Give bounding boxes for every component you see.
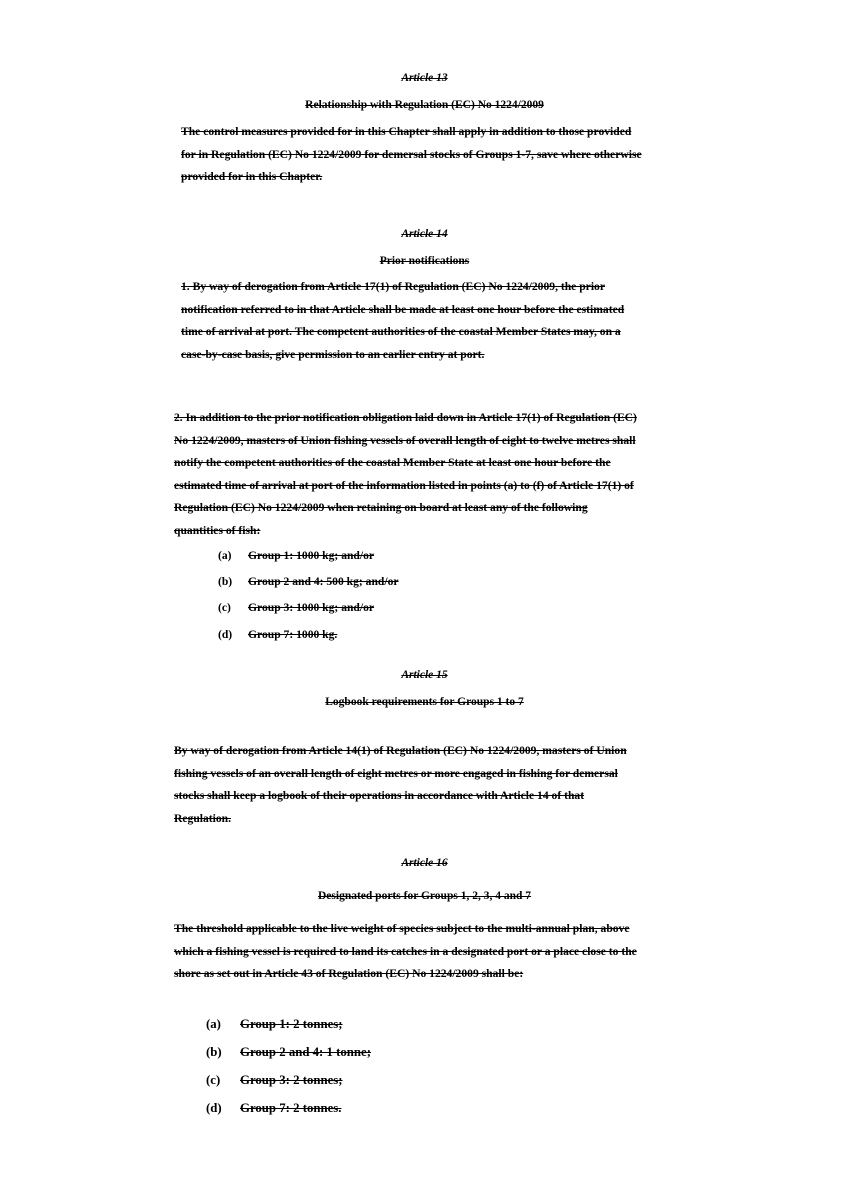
- paragraph-line: Regulation.: [174, 811, 232, 825]
- list-item-label: (c): [218, 601, 231, 614]
- article-14-title: Article 14: [401, 228, 448, 240]
- paragraph-line: 1. By way of derogation from Article 17(1) of Regulation (EC) No 1224/2009, the prior: [181, 280, 605, 293]
- paragraph-line: fishing vessels of an overall length of eight metres or more engaged in fishing for demersal: [174, 766, 618, 780]
- paragraph-line: provided for in this Chapter.: [181, 170, 323, 183]
- paragraph-line: shore as set out in Article 43 of Regulation (EC) No 1224/2009 shall be:: [174, 967, 524, 980]
- paragraph-line: time of arrival at port. The competent authorities of the coastal Member States may, on a: [181, 325, 621, 338]
- article-15-title: Article 15: [401, 669, 448, 681]
- paragraph-line: quantities of fish:: [174, 523, 261, 537]
- paragraph-line: Regulation (EC) No 1224/2009 when retaining on board at least any of the following: [174, 501, 588, 514]
- list-item: [206, 1017, 343, 1032]
- article-16-title: Article 16: [401, 857, 448, 869]
- paragraph-line: case-by-case basis, give permission to an earlier entry at port.: [181, 347, 485, 361]
- article-16-paragraph: [174, 918, 637, 986]
- list-item-text: Group 2 and 4: 1 tonne;: [240, 1045, 371, 1059]
- list-item-text: Group 3: 1000 kg; and/or: [248, 601, 375, 614]
- list-item: [218, 575, 399, 588]
- paragraph-line: 2. In addition to the prior notification obligation laid down in Article 17(1) of Regulation (EC): [174, 411, 637, 424]
- paragraph-line: estimated time of arrival at port of the information listed in points (a) to (f) of Article 17(1) of: [174, 478, 634, 492]
- list-item-text: Group 7: 1000 kg.: [248, 628, 338, 641]
- list-item-label: (a): [218, 549, 232, 562]
- article-14-heading: Prior notifications: [379, 255, 470, 267]
- article-13-paragraph: [181, 121, 642, 189]
- list-item-text: Group 7: 2 tonnes.: [240, 1101, 342, 1115]
- list-item-text: Group 3: 2 tonnes;: [240, 1073, 343, 1087]
- list-item: [206, 1045, 371, 1060]
- article-15-heading: Logbook requirements for Groups 1 to 7: [325, 696, 524, 708]
- list-item-label: (c): [206, 1073, 221, 1087]
- list-item: [218, 601, 374, 614]
- list-item-text: Group 1: 1000 kg; and/or: [248, 549, 375, 562]
- list-item-text: Group 2 and 4: 500 kg; and/or: [248, 575, 399, 588]
- paragraph-line: The threshold applicable to the live weight of species subject to the multi-annual plan, above: [174, 922, 630, 935]
- list-item: [206, 1101, 341, 1116]
- list-item-label: (b): [206, 1045, 222, 1059]
- paragraph-line: notify the competent authorities of the coastal Member State at least one hour before the: [174, 456, 611, 469]
- paragraph-line: By way of derogation from Article 14(1) of Regulation (EC) No 1224/2009, masters of Union: [174, 744, 627, 757]
- list-item-label: (d): [206, 1101, 222, 1115]
- paragraph-line: No 1224/2009, masters of Union fishing vessels of overall length of eight to twelve metres shall: [174, 433, 636, 447]
- article-14-paragraph-2: [174, 407, 637, 542]
- article-16-heading: Designated ports for Groups 1, 2, 3, 4 and 7: [318, 890, 531, 902]
- paragraph-line: which a fishing vessel is required to land its catches in a designated port or a place close to the: [174, 944, 637, 958]
- list-item: [218, 549, 374, 562]
- article-15-paragraph: [174, 740, 627, 830]
- list-item-text: Group 1: 2 tonnes;: [240, 1017, 343, 1031]
- article-13-title: Article 13: [401, 72, 448, 84]
- list-item: [218, 628, 337, 641]
- list-item-label: (b): [218, 575, 233, 588]
- paragraph-line: stocks shall keep a logbook of their operations in accordance with Article 14 of that: [174, 789, 585, 802]
- paragraph-line: for in Regulation (EC) No 1224/2009 for demersal stocks of Groups 1-7, save where otherwise: [181, 147, 642, 161]
- paragraph-line: notification referred to in that Article shall be made at least one hour before the estimated: [181, 302, 625, 316]
- list-item-label: (a): [206, 1017, 221, 1031]
- list-item: [206, 1073, 343, 1088]
- article-14-paragraph-1: [181, 276, 624, 366]
- list-item-label: (d): [218, 628, 233, 641]
- article-13-heading: Relationship with Regulation (EC) No 1224/2009: [305, 99, 544, 111]
- paragraph-line: The control measures provided for in this Chapter shall apply in addition to those provided: [181, 125, 632, 138]
